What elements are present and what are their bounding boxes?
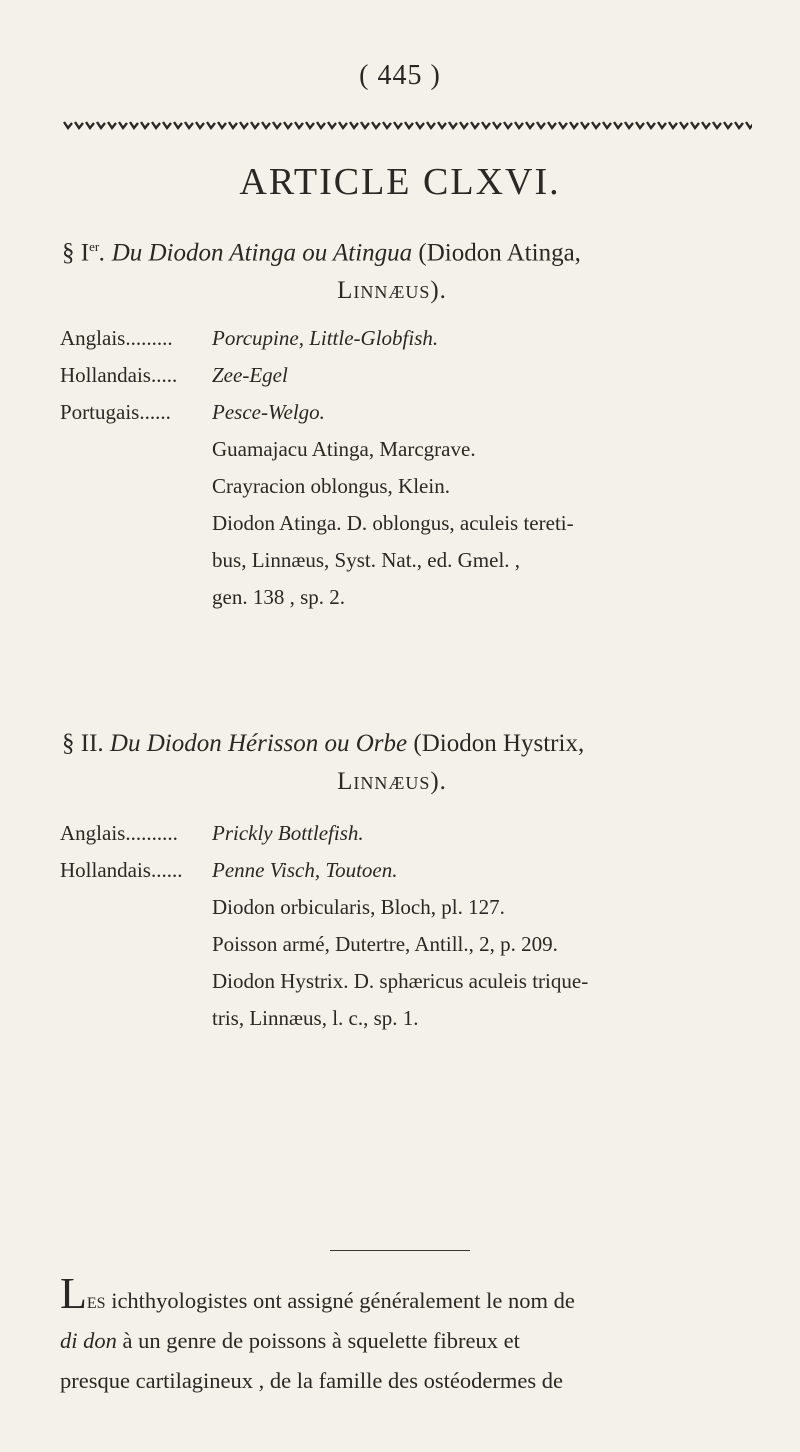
ornament-mark xyxy=(328,122,336,128)
ornament-mark xyxy=(295,122,303,128)
section-2-author: Linnæus). xyxy=(337,768,447,795)
language-label: Anglais.......... xyxy=(60,821,178,845)
synonym-name: Poisson armé xyxy=(212,932,325,956)
ornament-mark xyxy=(504,122,512,128)
ornament-mark xyxy=(207,122,215,128)
reference-detail: , ed. Gmel. , xyxy=(416,548,521,572)
ornament-mark xyxy=(339,122,347,128)
ornament-mark xyxy=(284,122,292,128)
reference-detail: , 2, p. 209. xyxy=(468,932,558,956)
ornament-mark xyxy=(658,122,666,128)
vernacular-name: Penne Visch, Toutoen. xyxy=(212,858,398,882)
ornament-mark xyxy=(724,122,732,128)
section-1-du: . Du xyxy=(99,239,149,267)
ornament-mark xyxy=(669,122,677,128)
vernacular-names-1 xyxy=(60,320,760,616)
ornament-mark xyxy=(152,122,160,128)
body-paragraph xyxy=(60,1269,760,1401)
synonym-name: Guamajacu Atinga xyxy=(212,437,369,461)
synonym-line xyxy=(60,963,760,1000)
reference-title: l. c. xyxy=(332,1006,364,1030)
ornament-mark xyxy=(251,122,259,128)
vernacular-name: Zee-Egel xyxy=(212,363,288,387)
ornament-mark xyxy=(746,122,752,128)
synonym-line xyxy=(60,468,760,505)
ornament-mark xyxy=(427,122,435,128)
ornament-mark xyxy=(581,122,589,128)
ornament-mark xyxy=(713,122,721,128)
separator: , xyxy=(241,548,252,572)
reference-detail: , pl. 127. xyxy=(430,895,505,919)
name-row xyxy=(60,394,760,431)
ornament-mark xyxy=(548,122,556,128)
separator: , xyxy=(370,895,381,919)
drop-cap: L xyxy=(60,1269,87,1318)
ornament-mark xyxy=(86,122,94,128)
synonym-line: Poisson armé, Dutertre, Antill., 2, p. 209. xyxy=(212,932,558,956)
synonym-line xyxy=(60,889,760,926)
synonym-name: Diodon orbicularis xyxy=(212,895,371,919)
section-divider xyxy=(330,1250,470,1251)
ornament-mark xyxy=(537,122,545,128)
ornament-mark xyxy=(317,122,325,128)
language-label: Portugais...... xyxy=(60,400,171,424)
ornament-mark xyxy=(64,122,72,128)
synonym-author: Klein. xyxy=(398,474,450,498)
ornament-mark xyxy=(636,122,644,128)
ornament-mark xyxy=(603,122,611,128)
section-1-species: Diodon Atinga ou Atingua xyxy=(148,239,413,267)
ornament-mark xyxy=(691,122,699,128)
body-line-3: presque cartilagineux , de la famille des ostéodermes de xyxy=(60,1368,563,1393)
ornament-mark xyxy=(350,122,358,128)
synonym-line: tris, Linnæus, l. c., sp. 1. xyxy=(212,1006,419,1030)
article-title: ARTICLE CLXVI. xyxy=(239,161,561,203)
ornament-mark xyxy=(75,122,83,128)
ornament-mark xyxy=(97,122,105,128)
vernacular-name: Porcupine, Little-Globfish. xyxy=(212,326,439,350)
ornament-mark xyxy=(361,122,369,128)
ornament-mark xyxy=(515,122,523,128)
body-line-1 xyxy=(60,1269,760,1321)
vernacular-name: Prickly Bottlefish. xyxy=(212,821,364,845)
body-text-1: ichthyologistes ont assigné généralement le nom de xyxy=(105,1288,575,1313)
ornament-mark xyxy=(372,122,380,128)
synonym-line xyxy=(60,505,760,542)
synonym-name: Diodon Atinga. D. oblongus, aculeis tereti- xyxy=(212,511,574,535)
section-2-marker: § II. xyxy=(62,730,110,757)
body-smallcaps: es xyxy=(86,1288,106,1313)
section-1-author: Linnæus). xyxy=(337,277,447,305)
ornament-mark xyxy=(273,122,281,128)
ornament-mark xyxy=(526,122,534,128)
section-1-heading xyxy=(62,228,762,310)
synonym-name: Crayracion oblongus xyxy=(212,474,388,498)
ornament-mark xyxy=(493,122,501,128)
ornament-mark xyxy=(119,122,127,128)
name-row xyxy=(60,815,760,852)
ornament-mark xyxy=(482,122,490,128)
page-number: ( 445 ) xyxy=(359,60,441,91)
section-1-marker-sup: er xyxy=(89,239,100,254)
ornament-mark xyxy=(416,122,424,128)
synonym-line xyxy=(60,579,760,616)
ornament-mark xyxy=(471,122,479,128)
ornament-mark xyxy=(240,122,248,128)
separator: , xyxy=(324,932,336,956)
synonym-name: bus xyxy=(212,548,242,572)
reference-detail: , sp. 1. xyxy=(363,1006,419,1030)
section-2-species: Du Diodon Hérisson ou Orbe xyxy=(109,730,408,757)
ornament-mark xyxy=(592,122,600,128)
name-row xyxy=(60,357,760,394)
language-label: Hollandais...... xyxy=(60,858,183,882)
separator: , xyxy=(238,1006,250,1030)
ornament-mark xyxy=(625,122,633,128)
synonym-author: Marcgrave. xyxy=(379,437,476,461)
ornament-mark xyxy=(405,122,413,128)
synonym-author: Dutertre xyxy=(335,932,406,956)
separator: , xyxy=(387,474,399,498)
ornament-mark xyxy=(141,122,149,128)
ornament-mark xyxy=(702,122,710,128)
ornament-mark xyxy=(449,122,457,128)
ornament-mark xyxy=(735,122,743,128)
ornament-mark xyxy=(163,122,171,128)
ornament-mark xyxy=(108,122,116,128)
reference-detail: gen. 138 , sp. 2. xyxy=(212,585,345,609)
section-1-latin: (Diodon Atinga, xyxy=(412,239,581,267)
ornament-mark xyxy=(438,122,446,128)
section-1-marker: § I xyxy=(62,239,90,267)
ornament-mark xyxy=(306,122,314,128)
ornament-mark xyxy=(185,122,193,128)
synonym-name: tris xyxy=(212,1006,239,1030)
ornament-mark xyxy=(262,122,270,128)
ornament-mark xyxy=(394,122,402,128)
section-2-heading xyxy=(62,725,762,801)
ornament-mark xyxy=(460,122,468,128)
ornament-mark xyxy=(647,122,655,128)
ornament-mark xyxy=(680,122,688,128)
synonym-line xyxy=(60,431,760,468)
reference-title: Antill. xyxy=(414,932,469,956)
name-row xyxy=(60,852,760,889)
language-label: Anglais......... xyxy=(60,326,173,350)
ornament-mark xyxy=(614,122,622,128)
ornament-mark xyxy=(130,122,138,128)
separator: , xyxy=(368,437,380,461)
ornament-mark xyxy=(229,122,237,128)
ornament-mark xyxy=(174,122,182,128)
decorative-ornament-rule xyxy=(62,118,752,134)
synonym-author: Linnæus xyxy=(251,548,325,572)
language-label: Hollandais..... xyxy=(60,363,178,387)
synonym-author: Bloch xyxy=(380,895,431,919)
vernacular-names-2 xyxy=(60,815,760,1037)
synonym-line: bus, Linnæus, Syst. Nat., ed. Gmel. , xyxy=(212,548,521,572)
body-text-2: à un genre de poissons à squelette fibreux et xyxy=(116,1328,520,1353)
synonym-author: Linnæus xyxy=(249,1006,322,1030)
vernacular-name: Pesce-Welgo. xyxy=(212,400,325,424)
ornament-mark xyxy=(196,122,204,128)
name-row xyxy=(60,320,760,357)
body-line-2 xyxy=(60,1321,760,1361)
ornament-mark xyxy=(559,122,567,128)
ornament-mark xyxy=(570,122,578,128)
section-2-latin: (Diodon Hystrix, xyxy=(407,730,585,757)
synonym-name: Diodon Hystrix. D. sphæricus aculeis trique- xyxy=(212,969,589,993)
body-italic: di don xyxy=(60,1328,117,1353)
ornament-mark xyxy=(383,122,391,128)
ornament-mark xyxy=(218,122,226,128)
reference-title: Syst. Nat. xyxy=(334,548,417,572)
